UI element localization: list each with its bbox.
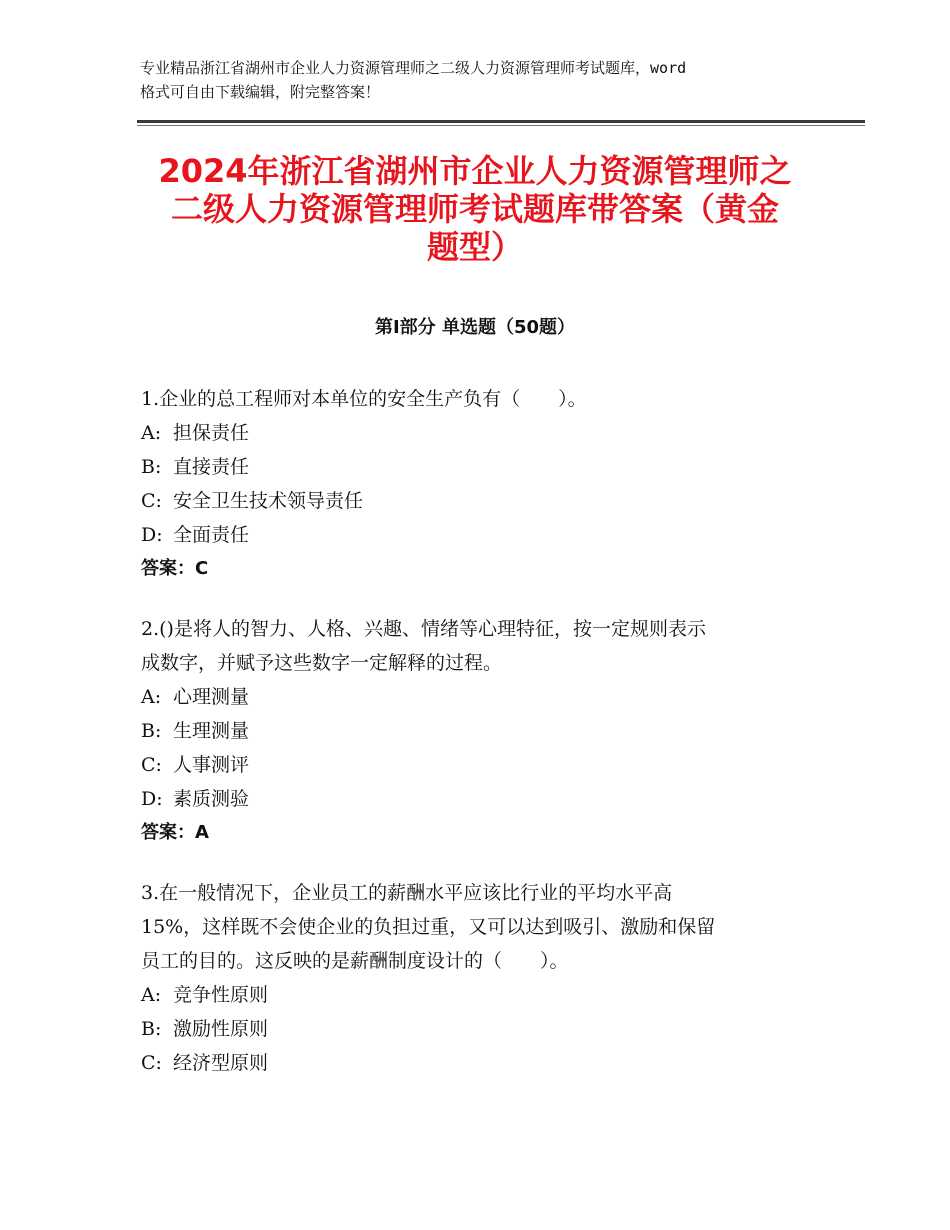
option-c	[141, 1046, 811, 1080]
answer-line: 答案：C	[141, 558, 209, 579]
option-text: 竞争性原则	[173, 984, 269, 1006]
title-line-3: 题型）	[426, 228, 523, 266]
header-note-line-1: 专业精品浙江省湖州市企业人力资源管理师之二级人力资源管理师考试题库，word	[140, 59, 687, 77]
option-a	[141, 416, 811, 450]
option-text: 全面责任	[173, 524, 250, 546]
header-note	[140, 56, 830, 104]
option-c	[141, 484, 811, 518]
option-text: 经济型原则	[173, 1052, 269, 1074]
option-a	[141, 680, 811, 714]
option-a	[141, 978, 811, 1012]
option-text: 生理测量	[173, 720, 250, 742]
option-text: 素质测验	[173, 788, 250, 810]
answer-line: 答案：A	[141, 822, 209, 843]
option-c	[141, 748, 811, 782]
option-label: A:	[141, 686, 162, 708]
question-stem-line: 1.企业的总工程师对本单位的安全生产负有（ ）。	[141, 388, 587, 410]
option-label: D:	[141, 788, 163, 810]
title-line-1: 2024年浙江省湖州市企业人力资源管理师之	[158, 152, 792, 190]
header-divider-thin	[137, 125, 865, 126]
option-label: C:	[141, 490, 162, 512]
question-stem-line: 员工的目的。这反映的是薪酬制度设计的（ ）。	[141, 950, 569, 972]
option-b	[141, 450, 811, 484]
option-d	[141, 518, 811, 552]
option-text: 人事测评	[173, 754, 250, 776]
question-3	[141, 876, 811, 1080]
question-2	[141, 612, 811, 850]
question-stem-line: 2.()是将人的智力、人格、兴趣、情绪等心理特征，按一定规则表示	[141, 618, 706, 640]
option-text: 直接责任	[173, 456, 250, 478]
question-1	[141, 382, 811, 586]
option-label: C:	[141, 1052, 162, 1074]
option-text: 激励性原则	[173, 1018, 269, 1040]
header-note-line-2: 格式可自由下载编辑，附完整答案！	[140, 83, 381, 101]
option-b	[141, 1012, 811, 1046]
option-label: B:	[141, 456, 162, 478]
question-stem-line: 成数字，并赋予这些数字一定解释的过程。	[141, 652, 503, 674]
option-label: D:	[141, 524, 163, 546]
option-label: A:	[141, 984, 162, 1006]
question-stem	[141, 612, 811, 680]
section-title: 第Ⅰ部分 单选题（50题）	[374, 317, 575, 338]
question-stem	[141, 876, 811, 978]
question-stem	[141, 382, 811, 416]
option-label: B:	[141, 720, 162, 742]
option-b	[141, 714, 811, 748]
option-label: A:	[141, 422, 162, 444]
document-title	[120, 152, 830, 266]
option-text: 担保责任	[173, 422, 250, 444]
question-stem-line: 3.在一般情况下，企业员工的薪酬水平应该比行业的平均水平高	[141, 882, 673, 904]
option-text: 心理测量	[173, 686, 250, 708]
option-label: C:	[141, 754, 162, 776]
option-text: 安全卫生技术领导责任	[173, 490, 364, 512]
option-label: B:	[141, 1018, 162, 1040]
question-stem-line: 15%，这样既不会使企业的负担过重，又可以达到吸引、激励和保留	[141, 916, 716, 938]
title-line-2: 二级人力资源管理师考试题库带答案（黄金	[170, 190, 779, 228]
header-divider-thick	[137, 120, 865, 123]
option-d	[141, 782, 811, 816]
question-list	[141, 382, 811, 1106]
